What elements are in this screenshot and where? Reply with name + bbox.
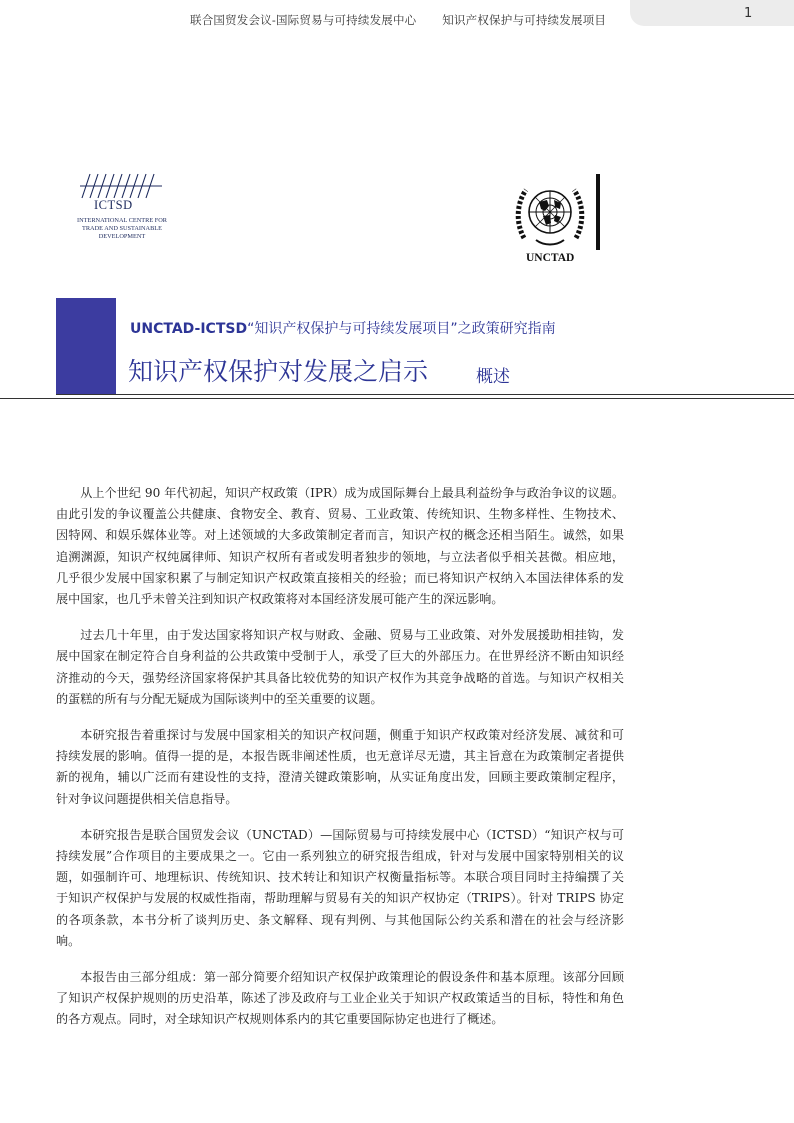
title-rule-upper bbox=[56, 394, 794, 395]
ictsd-subtitle-line-1: INTERNATIONAL CENTRE FOR bbox=[76, 217, 168, 224]
subtitle-prefix: UNCTAD-ICTSD bbox=[130, 321, 248, 337]
title-rule-lower bbox=[0, 398, 794, 399]
paragraph-4: 本研究报告是联合国贸发会议（UNCTAD）—国际贸易与可持续发展中心（ICTSD）“知识产权与可持续发展”合作项目的主要成果之一。它由一系列独立的研究报告组成，针对与发展中国家特别相关的议题，如强制许可、地理标识、传统知识、技术转让和知识产权衡量指标等。本联合项目同时主持编撰了关于知识产权保护与发展的权威性指南，帮助理解与贸易有关的知识产权协定（TRIPS）。针对 TRIPS 协定的各项条款，本书分析了谈判历史、条文解释、现有判例、与其他国际公约关系和潜在的社会与经济影响。 bbox=[56, 827, 624, 948]
document-title: 知识产权保护对发展之启示 bbox=[128, 357, 429, 386]
body-text bbox=[56, 483, 624, 1046]
unctad-divider-bar bbox=[596, 174, 600, 250]
paragraph-2: 过去几十年里，由于发达国家将知识产权与财政、金融、贸易与工业政策、对外发展援助相挂钩，发展中国家在制定符合自身利益的公共政策中受制于人，承受了巨大的外部压力。在世界经济不断由知识经济推动的今天，强势经济国家将保护其具备比较优势的知识产权作为其竞争战略的首选。与知识产权相关的蛋糕的所有与分配无疑成为国际谈判中的至关重要的议题。 bbox=[56, 628, 624, 706]
header-org: 联合国贸发会议-国际贸易与可持续发展中心 bbox=[190, 13, 417, 27]
paragraph-3: 本研究报告着重探讨与发展中国家相关的知识产权问题，侧重于知识产权政策对经济发展、减贫和可持续发展的影响。值得一提的是，本报告既非阐述性质，也无意详尽无遗，其主旨意在为政策制定者提供新的视角，辅以广泛而有建设性的支持，澄清关键政策影响，从实证角度出发，回顾主要政策制定程序，针对争议问题提供相关信息指导。 bbox=[56, 728, 624, 806]
subtitle-rest: “知识产权保护与可持续发展项目”之政策研究指南 bbox=[247, 321, 556, 337]
ictsd-name: ICTSD bbox=[94, 198, 133, 212]
header-project: 知识产权保护与可持续发展项目 bbox=[442, 13, 607, 27]
ictsd-emblem-icon bbox=[76, 172, 166, 200]
ictsd-subtitle-line-2: TRADE AND SUSTAINABLE bbox=[82, 225, 162, 232]
running-header bbox=[190, 12, 630, 28]
paragraph-1: 从上个世纪 90 年代初起，知识产权政策（IPR）成为成国际舞台上最具利益纷争与政治争议的议题。由此引发的争议覆盖公共健康、食物安全、教育、贸易、工业政策、传统知识、生物多样性、生物技术、因特网、和娱乐媒体业等。对上述领域的大多政策制定者而言，知识产权的概念还相当陌生。诚然，如果追溯渊源，知识产权纯属律师、知识产权所有者或发明者独步的领地，与立法者似乎相关甚微。相应地，几乎很少发展中国家积累了与制定知识产权政策直接相关的经验；而已将知识产权纳入本国法律体系的发展中国家，也几乎未曾关注到知识产权政策将对本国经济发展可能产生的深远影响。 bbox=[56, 486, 624, 607]
unctad-name: UNCTAD bbox=[526, 252, 575, 264]
ictsd-subtitle-line-3: DEVELOPMENT bbox=[98, 233, 146, 240]
un-emblem-icon bbox=[514, 178, 586, 250]
document-title-suffix: 概述 bbox=[476, 367, 510, 387]
unctad-logo bbox=[512, 174, 602, 268]
page-number: 1 bbox=[744, 6, 753, 21]
ictsd-subtitle bbox=[62, 217, 182, 241]
document-subtitle bbox=[130, 318, 556, 338]
paragraph-5: 本报告由三部分组成：第一部分简要介绍知识产权保护政策理论的假设条件和基本原理。该部分回顾了知识产权保护规则的历史沿革，陈述了涉及政府与工业企业关于知识产权政策适当的目标，特性和角色的各方观点。同时，对全球知识产权规则体系内的其它重要国际协定也进行了概述。 bbox=[56, 970, 624, 1027]
title-accent-block bbox=[56, 298, 116, 394]
